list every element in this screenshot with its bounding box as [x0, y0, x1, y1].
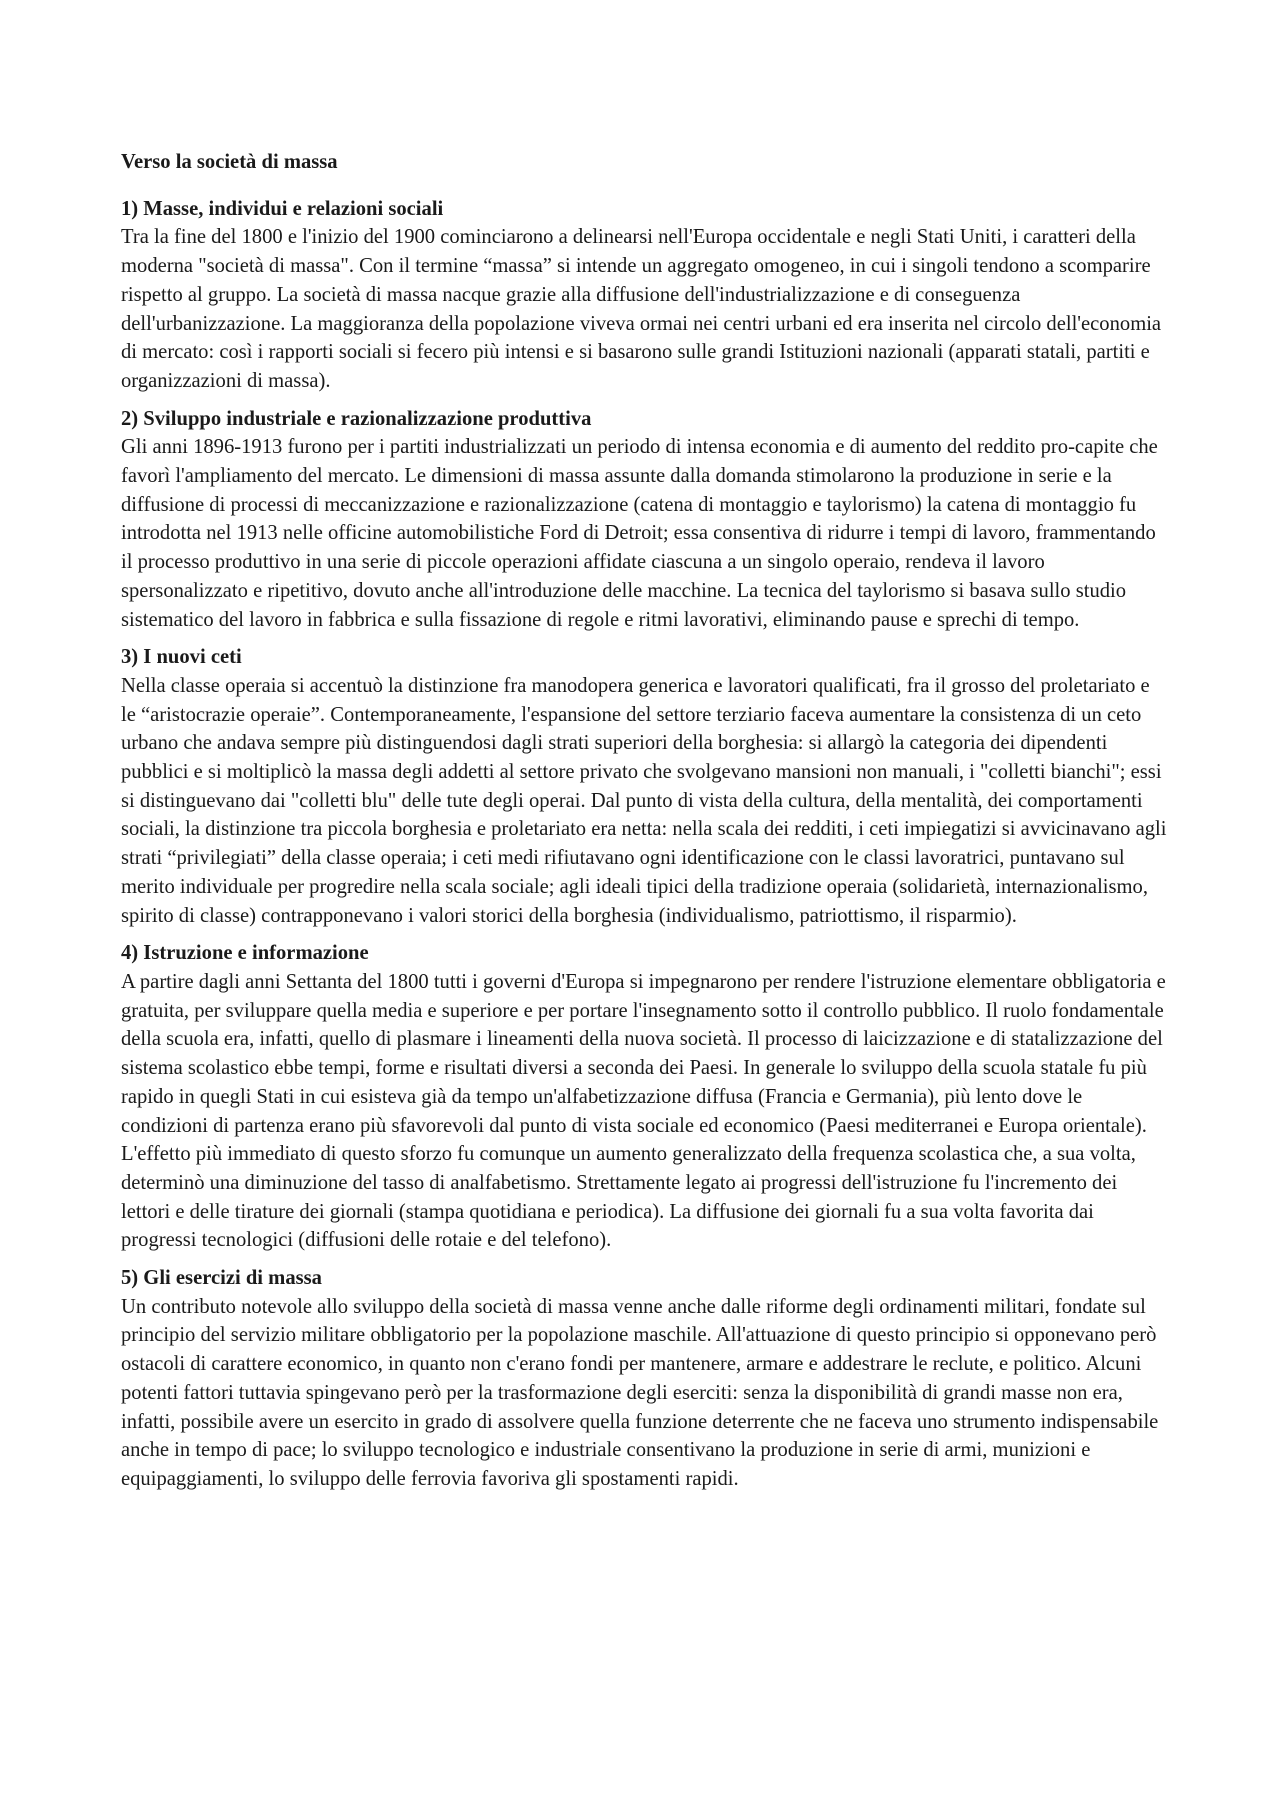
section-paragraph: Gli anni 1896-1913 furono per i partiti industrializzati un periodo di intensa economia e di aumento del reddito pro-capite che favorì l'ampliamento del mercato. Le dimensioni di massa assunte dalla domanda stimolarono la produzione in serie e la diffusione di processi di meccanizzazione e razionalizzazione (catena di montaggio e taylorismo) la catena di montaggio fu introdotta nel 1913 nelle officine automobilistiche Ford di Detroit; essa consentiva di ridurre i tempi di lavoro, frammentando il processo produttivo in una serie di piccole operazioni affidate ciascuna a un singolo operaio, rendeva il lavoro spersonalizzato e ripetitivo, dovuto anche all'introduzione delle macchine. La tecnica del taylorismo si basava sullo studio sistematico del lavoro in fabbrica e sulla fissazione di regole e ritmi lavorativi, eliminando pause e sprechi di tempo.	[121, 436, 1158, 631]
section-paragraph: A partire dagli anni Settanta del 1800 tutti i governi d'Europa si impegnarono per rendere l'istruzione elementare obbligatoria e gratuita, per sviluppare quella media e superiore e per portare l'insegnamento sotto il controllo pubblico. Il ruolo fondamentale della scuola era, infatti, quello di plasmare i lineamenti della nuova società. Il processo di laicizzazione e di statalizzazione del sistema scolastico ebbe tempi, forme e risultati diversi a seconda dei Paesi. In generale lo sviluppo della scuola statale fu più rapido in quegli Stati in cui esisteva già da tempo un'alfabetizzazione diffusa (Francia e Germania), più lento dove le condizioni di partenza erano più sfavorevoli dal punto di vista sociale ed economico (Paesi mediterranei e Europa orientale). L'effetto più immediato di questo sforzo fu comunque un aumento generalizzato della frequenza scolastica che, a sua volta, determinò una diminuzione del tasso di analfabetismo. Strettamente legato ai progressi dell'istruzione fu l'incremento dei lettori e delle tirature dei giornali (stampa quotidiana e periodica). La diffusione dei giornali fu a sua volta favorita dai progressi tecnologici (diffusioni delle rotaie e del telefono).	[121, 970, 1166, 1252]
section-esercizi-massa	[121, 1264, 1167, 1494]
section-heading: 5) Gli esercizi di massa	[121, 1267, 322, 1290]
section-paragraph: Un contributo notevole allo sviluppo della società di massa venne anche dalle riforme degli ordinamenti militari, fondate sul principio del servizio militare obbligatorio per la popolazione maschile. All'attuazione di questo principio si opponevano però ostacoli di carattere economico, in quanto non c'erano fondi per mantenere, armare e addestrare le reclute, e politico. Alcuni potenti fattori tuttavia spingevano però per la trasformazione degli eserciti: senza la disponibilità di grandi masse non era, infatti, possibile avere un esercito in grado di assolvere quella funzione deterrente che ne faceva uno strumento indispensabile anche in tempo di pace; lo sviluppo tecnologico e industriale consentivano la produzione in serie di armi, munizioni e equipaggiamenti, lo sviluppo delle ferrovia favoriva gli spostamenti rapidi.	[121, 1295, 1159, 1490]
section-heading: 2) Sviluppo industriale e razionalizzazione produttiva	[121, 407, 592, 430]
document-title: Verso la società di massa	[121, 151, 338, 173]
section-heading: 1) Masse, individui e relazioni sociali	[121, 197, 444, 220]
section-nuovi-ceti	[121, 643, 1167, 930]
section-heading: 4) Istruzione e informazione	[121, 942, 369, 965]
section-sviluppo-industriale	[121, 405, 1167, 635]
section-paragraph: Nella classe operaia si accentuò la distinzione fra manodopera generica e lavoratori qualificati, fra il grosso del proletariato e le “aristocrazie operaie”. Contemporaneamente, l'espansione del settore terziario faceva aumentare la consistenza di un ceto urbano che andava sempre più distinguendosi dagli strati superiori della borghesia: si allargò la categoria dei dipendenti pubblici e si moltiplicò la massa degli addetti al settore privato che svolgevano mansioni non manuali, i "colletti bianchi"; essi si distinguevano dai "colletti blu" delle tute degli operai. Dal punto di vista della cultura, della mentalità, dei comportamenti sociali, la distinzione tra piccola borghesia e proletariato era netta: nella scala dei redditi, i ceti impiegatizi si avvicinavano agli strati “privilegiati” della classe operaia; i ceti medi rifiutavano ogni identificazione con le classi lavoratrici, puntavano sul merito individuale per progredire nella scala sociale; agli ideali tipici della tradizione operaia (solidarietà, internazionalismo, spirito di classe) contrapponevano i valori storici della borghesia (individualismo, patriottismo, il risparmio).	[121, 674, 1167, 927]
section-istruzione-informazione	[121, 939, 1167, 1255]
section-masse-individui	[121, 195, 1167, 396]
section-paragraph: Tra la fine del 1800 e l'inizio del 1900 cominciarono a delinearsi nell'Europa occidentale e negli Stati Uniti, i caratteri della moderna "società di massa". Con il termine “massa” si intende un aggregato omogeneo, in cui i singoli tendono a scomparire rispetto al gruppo. La società di massa nacque grazie alla diffusione dell'industrializzazione e di conseguenza dell'urbanizzazione. La maggioranza della popolazione viveva ormai nei centri urbani ed era inserita nel circolo dell'economia di mercato: così i rapporti sociali si fecero più intensi e si basarono sulle grandi Istituzioni nazionali (apparati statali, partiti e organizzazioni di massa).	[121, 226, 1162, 392]
section-heading: 3) I nuovi ceti	[121, 646, 242, 669]
document-content	[121, 148, 1167, 1503]
